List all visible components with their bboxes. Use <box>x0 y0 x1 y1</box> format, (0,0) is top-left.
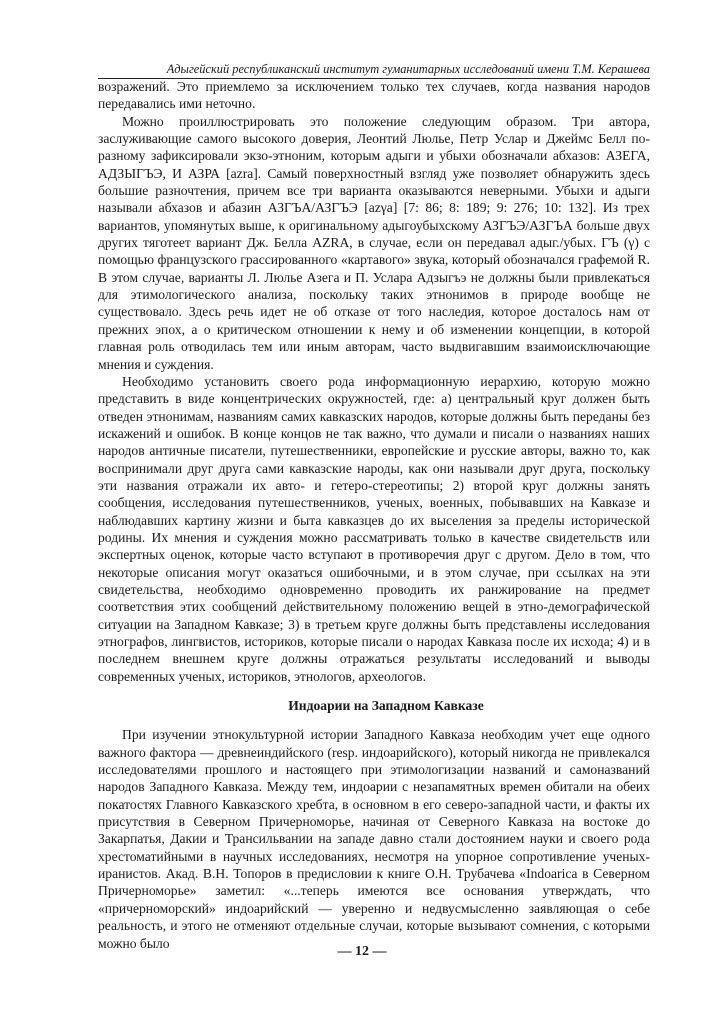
paragraph-indoaryans: При изучении этнокультурной истории Западного Кавказа необходим учет еще одного важного фактора — древнеиндийского (resp. индоарийского), который никогда не привлекался исследователями прошлого и настоящего при этимологизации названий и самоназваний народов Западного Кавказа. Между тем, индоарии с незапамятных времен обитали на обеих покатостях Главного Кавказского хребта, в основном в его северо-западной части, и факты их присутствия в Северном Причерноморье, начиная от Северного Кавказа на востоке до Закарпатья, Дакии и Трансильвании на западе давно стали достоянием науки и своего рода хрестоматийными в научных исследованиях, несмотря на упорное сопротивление ученых-иранистов. Акад. В.Н. Топоров в предисловии к книге О.Н. Трубачева «Indoarica в Северном Причерноморье» заметил: «...теперь имеются все основания утверждать, что «причерноморский» индоарийский — уверенно и недвусмысленно заявляющая о себе реальность, и этого не отменяют отдельные случаи, которые вызывают сомнения, с которыми можно было <box>98 727 650 951</box>
running-header: Адыгейский республиканский институт гуманитарных исследований имени Т.М. Керашева <box>98 62 650 79</box>
paragraph-continuation: возражений. Это приемлемо за исключением только тех случаев, когда названия народов передавались ими неточно. <box>98 79 650 112</box>
page-number: — 12 — <box>337 944 387 959</box>
paragraph-illustration: Можно проиллюстрировать это положение следующим образом. Три автора, заслуживающие самого высокого доверия, Леонтий Люлье, Петр Услар и Джеймс Белл по-разному зафиксировали экзо-этноним, которым адыги и убыхи обозначали абхазов: АЗЕГА, АДЗЫГЪЭ, И АЗРА [azra]. Самый поверхностный взгляд уже позволяет обнаружить здесь большие разночтения, причем все три варианта оказываются неверными. Убыхи и адыги называли абхазов и абазин АЗГЪА/АЗГЪЭ [azγa] [7: 86; 8: 189; 9: 276; 10: 132]. Из трех вариантов, упомянутых выше, к оригинальному адыгоубыхскому АЗГЪЭ/АЗГЪА больше двух других тяготеет вариант Дж. Белла AZRA, в случае, если он передавал адыг./убых. ГЪ (γ) с помощью французского грассированного «картавого» звука, который обозначался графемой R. В этом случае, варианты Л. Люлье Азега и П. Услара Адзыгъэ не должны были привлекаться для этимологического анализа, поскольку таких этнонимов в природе вообще не существовало. Здесь речь идет не об отказе от того наследия, которое досталось нам от прежних эпох, а о критическом отношении к нему и об изменении концепции, в которой главная роль отводилась тем или иным авторам, часто выдвигавшим взаимоисключающие мнения и суждения. <box>98 113 650 372</box>
paragraph-hierarchy: Необходимо установить своего рода информационную иерархию, которую можно представить в виде концентрических окружностей, где: а) центральный круг должен быть отведен этнонимам, названиям самих кавказских народов, которые должны быть переданы без искажений и ошибок. В конце концов не так важно, что думали и писали о названиях наших народов античные писатели, путешественники, европейские и русские авторы, важно то, как воспринимали друг друга сами кавказские народы, как они называли друг друга, поскольку эти названия отражали их авто- и гетеро-стереотипы; 2) второй круг должны занять сообщения, исследования путешественников, ученых, военных, побывавших на Кавказе и наблюдавших картину жизни и быта кавказцев до их выселения за пределы исторической родины. Их мнения и суждения можно рассматривать только в качестве свидетельств или экспертных оценок, которые часто вступают в противоречия друг с другом. Дело в том, что некоторые описания могут оказаться ошибочными, и в этом случае, при ссылках на эти свидетельства, необходимо одновременно проводить их ранжирование на предмет соответствия этих сообщений действительному положению вещей в этно-демографической ситуации на Западном Кавказе; 3) в третьем круге должны быть представлены исследования этнографов, лингвистов, историков, которые писали о народах Кавказа после их исхода; 4) и в последнем внешнем круге должны отражаться результаты исследований и выводы современных ученых, историков, этнологов, археологов. <box>98 373 650 684</box>
section-title: Индоарии на Западном Кавказе <box>288 698 484 714</box>
body-text <box>98 78 650 952</box>
